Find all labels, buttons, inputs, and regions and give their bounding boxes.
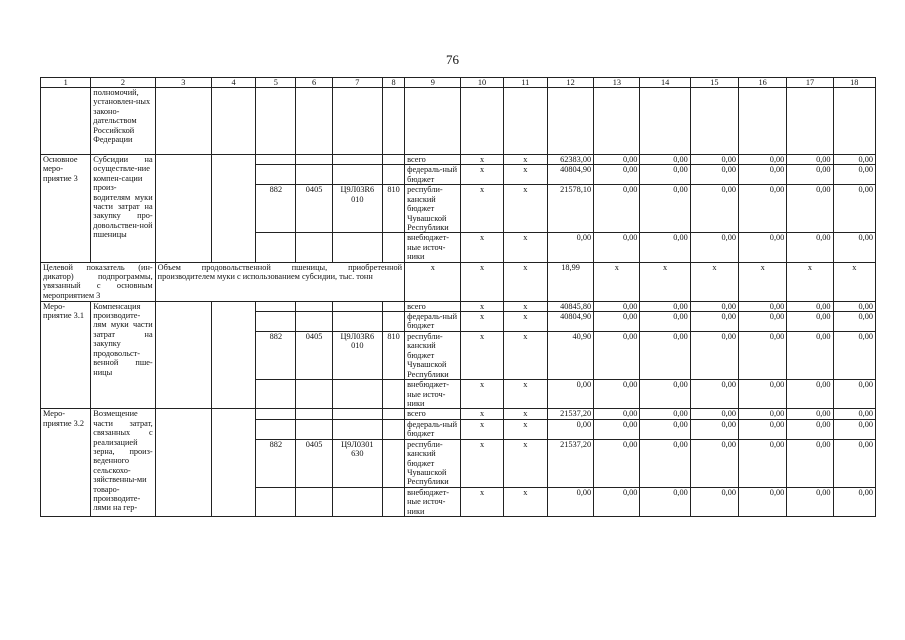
cell xyxy=(212,409,256,517)
column-number: 6 xyxy=(296,78,332,88)
cell xyxy=(382,312,404,332)
value-cell: 0,00 xyxy=(690,409,738,419)
cell xyxy=(256,380,296,409)
value-cell: 0,00 xyxy=(640,165,690,185)
column-number: 12 xyxy=(547,78,593,88)
column-number: 3 xyxy=(155,78,211,88)
value-cell: 0,00 xyxy=(640,312,690,332)
value-cell: x xyxy=(503,332,547,380)
value-cell: x xyxy=(787,262,833,301)
value-cell: x xyxy=(461,312,503,332)
cell xyxy=(296,233,332,262)
value-cell: 40845,80 xyxy=(547,301,593,311)
funding-source: республи-канский бюджет Чувашской Республики xyxy=(405,185,461,233)
cell xyxy=(382,165,404,185)
value-cell: x xyxy=(503,155,547,165)
value-cell: x xyxy=(461,155,503,165)
cell xyxy=(332,487,382,516)
value-cell: 0,00 xyxy=(739,419,787,439)
cell xyxy=(332,312,382,332)
value-cell: 0,00 xyxy=(787,332,833,380)
value-cell: 0,00 xyxy=(690,165,738,185)
measure-name: Возмещение части затрат, связанных с реализацией зерна, произ-веденного сельскохо-зяйственны-ми товаро-производите-лями на гер- xyxy=(91,409,155,517)
column-number: 8 xyxy=(382,78,404,88)
target-article: Ц9Л0301 630 xyxy=(332,439,382,487)
cell xyxy=(296,312,332,332)
value-cell: 0,00 xyxy=(640,487,690,516)
value-cell: x xyxy=(503,312,547,332)
value-cell: 0,00 xyxy=(739,312,787,332)
value-cell: 0,00 xyxy=(739,233,787,262)
indicator-row xyxy=(41,262,876,301)
value-cell: 0,00 xyxy=(833,380,875,409)
value-cell: x xyxy=(461,301,503,311)
section-code: 0405 xyxy=(296,439,332,487)
measure-code: Меро-приятие 3.1 xyxy=(41,301,91,409)
value-cell: 21537,20 xyxy=(547,409,593,419)
cell xyxy=(256,165,296,185)
section-code: 0405 xyxy=(296,332,332,380)
cell xyxy=(155,155,211,263)
value-cell: 0,00 xyxy=(833,155,875,165)
cell xyxy=(332,155,382,165)
column-number: 7 xyxy=(332,78,382,88)
value-cell: 0,00 xyxy=(787,155,833,165)
measure-name: Компенсация производите-лям муки части затрат на закупку продовольст-венной пше-ницы xyxy=(91,301,155,409)
column-number: 11 xyxy=(503,78,547,88)
column-number: 2 xyxy=(91,78,155,88)
value-cell: 40804,90 xyxy=(547,312,593,332)
continuation-row xyxy=(41,88,876,155)
cell xyxy=(256,419,296,439)
cell xyxy=(296,165,332,185)
value-cell: 40,90 xyxy=(547,332,593,380)
expense-type: 810 xyxy=(382,185,404,233)
funding-source: всего xyxy=(405,409,461,419)
value-cell: 0,00 xyxy=(640,419,690,439)
value-cell: 0,00 xyxy=(787,312,833,332)
value-cell: 0,00 xyxy=(739,185,787,233)
cell xyxy=(256,301,296,311)
value-cell: x xyxy=(640,262,690,301)
value-cell: 0,00 xyxy=(833,409,875,419)
cell xyxy=(332,409,382,419)
measure-code: Меро-приятие 3.2 xyxy=(41,409,91,517)
value-cell: 0,00 xyxy=(594,301,640,311)
value-cell: 0,00 xyxy=(594,439,640,487)
cell xyxy=(212,301,256,409)
table-row xyxy=(41,409,876,419)
header-row xyxy=(41,78,876,88)
value-cell: 0,00 xyxy=(833,233,875,262)
value-cell: 0,00 xyxy=(833,332,875,380)
value-cell: 0,00 xyxy=(690,487,738,516)
column-number: 4 xyxy=(212,78,256,88)
value-cell: 0,00 xyxy=(594,185,640,233)
value-cell: 0,00 xyxy=(594,312,640,332)
value-cell: 0,00 xyxy=(739,332,787,380)
cell xyxy=(155,409,211,517)
cell xyxy=(382,380,404,409)
cell xyxy=(296,409,332,419)
value-cell: x xyxy=(503,301,547,311)
value-cell: 0,00 xyxy=(547,233,593,262)
value-cell: 0,00 xyxy=(690,439,738,487)
value-cell: 0,00 xyxy=(594,419,640,439)
cell xyxy=(256,409,296,419)
cell xyxy=(41,88,91,155)
cell xyxy=(332,233,382,262)
value-cell: 0,00 xyxy=(547,487,593,516)
value-cell: 0,00 xyxy=(640,155,690,165)
value-cell: x xyxy=(503,233,547,262)
funding-source: внебюджет-ные источ-ники xyxy=(405,380,461,409)
table-row xyxy=(41,301,876,311)
funding-source: федераль-ный бюджет xyxy=(405,165,461,185)
cell xyxy=(212,155,256,263)
value-cell: 0,00 xyxy=(739,165,787,185)
cell xyxy=(296,487,332,516)
value-cell: 0,00 xyxy=(787,419,833,439)
column-number: 17 xyxy=(787,78,833,88)
column-number: 15 xyxy=(690,78,738,88)
value-cell: x xyxy=(461,332,503,380)
value-cell: x xyxy=(461,439,503,487)
funding-source: внебюджет-ные источ-ники xyxy=(405,233,461,262)
value-cell: 0,00 xyxy=(739,439,787,487)
value-cell: 0,00 xyxy=(833,419,875,439)
column-number: 13 xyxy=(594,78,640,88)
value-cell: 0,00 xyxy=(739,380,787,409)
value-cell: 0,00 xyxy=(547,419,593,439)
value-cell: 0,00 xyxy=(690,155,738,165)
value-cell: 0,00 xyxy=(787,301,833,311)
value-cell: 0,00 xyxy=(690,332,738,380)
value-cell: 0,00 xyxy=(594,409,640,419)
table-row xyxy=(41,155,876,165)
target-article: Ц9Л03R6 010 xyxy=(332,332,382,380)
value-cell: 0,00 xyxy=(833,165,875,185)
funding-source: республи-канский бюджет Чувашской Республики xyxy=(405,439,461,487)
value-cell: x xyxy=(503,409,547,419)
column-number: 10 xyxy=(461,78,503,88)
value-cell: x xyxy=(833,262,875,301)
cell xyxy=(332,165,382,185)
value-cell: 0,00 xyxy=(594,487,640,516)
cell xyxy=(256,487,296,516)
value-cell: 0,00 xyxy=(739,487,787,516)
column-number: 5 xyxy=(256,78,296,88)
value-cell: 21537,20 xyxy=(547,439,593,487)
value-cell: x xyxy=(739,262,787,301)
value-cell: x xyxy=(461,165,503,185)
value-cell: x xyxy=(405,262,461,301)
value-cell: 0,00 xyxy=(547,380,593,409)
value-cell: 0,00 xyxy=(739,409,787,419)
value-cell: x xyxy=(503,380,547,409)
column-number: 9 xyxy=(405,78,461,88)
cell xyxy=(256,155,296,165)
grbs-code: 882 xyxy=(256,439,296,487)
target-article: Ц9Л03R6 010 xyxy=(332,185,382,233)
cell xyxy=(382,155,404,165)
value-cell: 21578,10 xyxy=(547,185,593,233)
value-cell: 0,00 xyxy=(690,301,738,311)
value-cell: 0,00 xyxy=(833,439,875,487)
value-cell: 0,00 xyxy=(640,301,690,311)
cell xyxy=(332,380,382,409)
expense-type xyxy=(382,439,404,487)
value-cell: 0,00 xyxy=(640,332,690,380)
value-cell: x xyxy=(461,233,503,262)
value-cell: x xyxy=(461,487,503,516)
value-cell: 0,00 xyxy=(640,409,690,419)
value-cell: 0,00 xyxy=(787,409,833,419)
value-cell: 0,00 xyxy=(690,185,738,233)
value-cell: 0,00 xyxy=(739,155,787,165)
value-cell: 0,00 xyxy=(690,233,738,262)
value-cell: x xyxy=(461,409,503,419)
value-cell: 0,00 xyxy=(787,487,833,516)
value-cell: 0,00 xyxy=(787,233,833,262)
value-cell: x xyxy=(503,185,547,233)
cell xyxy=(296,155,332,165)
value-cell: x xyxy=(461,185,503,233)
value-cell: x xyxy=(690,262,738,301)
value-cell: 0,00 xyxy=(833,301,875,311)
section-code: 0405 xyxy=(296,185,332,233)
value-cell: 0,00 xyxy=(787,165,833,185)
value-cell: 0,00 xyxy=(594,165,640,185)
measure-name: Субсидии на осуществле-ние компен-сации произ-водителям муки части затрат на закупку про-довольствен-ной пшеницы xyxy=(91,155,155,263)
value-cell: 0,00 xyxy=(640,185,690,233)
value-cell: 0,00 xyxy=(594,155,640,165)
cell xyxy=(296,380,332,409)
column-number: 1 xyxy=(41,78,91,88)
value-cell: 0,00 xyxy=(640,380,690,409)
value-cell: 40804,90 xyxy=(547,165,593,185)
cell xyxy=(332,419,382,439)
value-cell: x xyxy=(461,419,503,439)
cell xyxy=(382,233,404,262)
value-cell: 0,00 xyxy=(690,380,738,409)
indicator-label: Целевой показатель (ин-дикатор) подпрограммы, увязанный с основным мероприятием 3 xyxy=(41,262,156,301)
value-cell: 0,00 xyxy=(594,380,640,409)
value-cell: 0,00 xyxy=(594,332,640,380)
continuation-text: полномочий, установлен-ных законо-дательством Российской Федерации xyxy=(91,88,155,155)
value-cell: x xyxy=(503,439,547,487)
value-cell: x xyxy=(503,487,547,516)
funding-source: республи-канский бюджет Чувашской Республики xyxy=(405,332,461,380)
cell xyxy=(296,301,332,311)
value-cell: 18,99 xyxy=(547,262,593,301)
funding-source: внебюджет-ные источ-ники xyxy=(405,487,461,516)
funding-source: всего xyxy=(405,155,461,165)
budget-table xyxy=(40,77,876,517)
value-cell: 0,00 xyxy=(787,185,833,233)
value-cell: 0,00 xyxy=(787,380,833,409)
value-cell: 0,00 xyxy=(690,419,738,439)
grbs-code: 882 xyxy=(256,332,296,380)
value-cell: x xyxy=(503,419,547,439)
column-number: 18 xyxy=(833,78,875,88)
funding-source: федераль-ный бюджет xyxy=(405,312,461,332)
cell xyxy=(382,419,404,439)
funding-source: федераль-ный бюджет xyxy=(405,419,461,439)
cell xyxy=(382,409,404,419)
page-number: 76 xyxy=(446,52,459,67)
value-cell: x xyxy=(461,380,503,409)
cell xyxy=(256,312,296,332)
grbs-code: 882 xyxy=(256,185,296,233)
value-cell: 0,00 xyxy=(833,487,875,516)
value-cell: 0,00 xyxy=(787,439,833,487)
value-cell: 0,00 xyxy=(739,301,787,311)
value-cell: 62383,00 xyxy=(547,155,593,165)
value-cell: 0,00 xyxy=(640,439,690,487)
cell xyxy=(296,419,332,439)
funding-source: всего xyxy=(405,301,461,311)
value-cell: 0,00 xyxy=(640,233,690,262)
value-cell: 0,00 xyxy=(833,185,875,233)
value-cell: x xyxy=(461,262,503,301)
measure-code: Основное меро-приятие 3 xyxy=(41,155,91,263)
cell xyxy=(332,301,382,311)
value-cell: 0,00 xyxy=(833,312,875,332)
value-cell: 0,00 xyxy=(594,233,640,262)
cell xyxy=(382,487,404,516)
value-cell: 0,00 xyxy=(690,312,738,332)
column-number: 16 xyxy=(739,78,787,88)
value-cell: x xyxy=(503,262,547,301)
indicator-text: Объем продовольственной пшеницы, приобретенной производителем муки с использованием субсидии, тыс. тонн xyxy=(155,262,404,301)
column-number: 14 xyxy=(640,78,690,88)
value-cell: x xyxy=(594,262,640,301)
cell xyxy=(382,301,404,311)
expense-type: 810 xyxy=(382,332,404,380)
cell xyxy=(155,301,211,409)
cell xyxy=(256,233,296,262)
value-cell: x xyxy=(503,165,547,185)
